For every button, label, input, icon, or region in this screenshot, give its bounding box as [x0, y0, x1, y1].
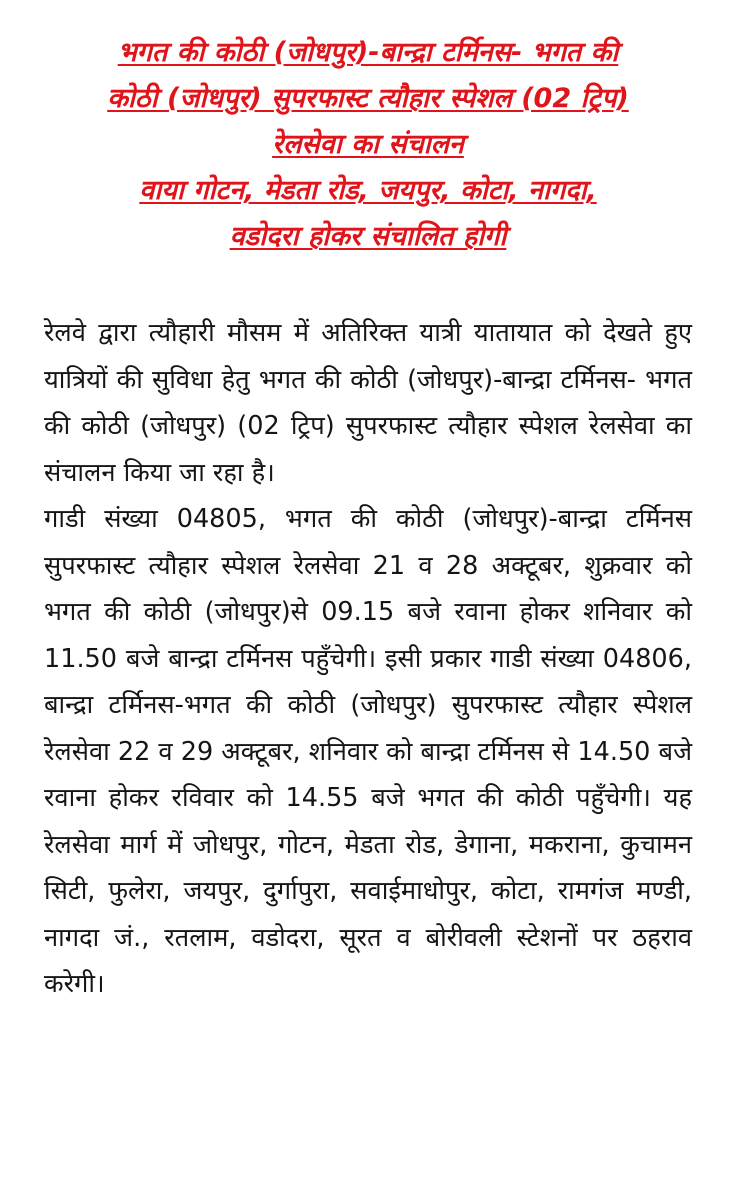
body-text [44, 310, 692, 1008]
paragraph-intro: रेलवे द्वारा त्यौहारी मौसम में अतिरिक्त यात्री यातायात को देखते हुए यात्रियों की सुविधा हेतु भगत की कोठी (जोधपुर)-बान्द्रा टर्मिनस- भगत की कोठी (जोधपुर) (02 ट्रिप) सुपरफास्ट त्यौहार स्पेशल रेलसेवा का संचालन किया जा रहा है। [44, 318, 692, 488]
headline [44, 30, 692, 260]
headline-line-5: वडोदरा होकर संचालित होगी [229, 221, 507, 252]
headline-line-1: भगत की कोठी (जोधपुर)-बान्द्रा टर्मिनस- भगत की [117, 37, 619, 68]
headline-line-4: वाया गोटन, मेडता रोड, जयपुर, कोटा, नागदा, [139, 175, 597, 206]
paragraph-schedule: गाडी संख्या 04805, भगत की कोठी (जोधपुर)-बान्द्रा टर्मिनस सुपरफास्ट त्यौहार स्पेशल रेलसेवा 21 व 28 अक्टूबर, शुक्रवार को भगत की कोठी (जोधपुर)से 09.15 बजे रवाना होकर शनिवार को 11.50 बजे बान्द्रा टर्मिनस पहुँचेगी। इसी प्रकार गाडी संख्या 04806, बान्द्रा टर्मिनस-भगत की कोठी (जोधपुर) सुपरफास्ट त्यौहार स्पेशल रेलसेवा 22 व 29 अक्टूबर, शनिवार को बान्द्रा टर्मिनस से 14.50 बजे रवाना होकर रविवार को 14.55 बजे भगत की कोठी पहुँचेगी। यह रेलसेवा मार्ग में जोधपुर, गोटन, मेडता रोड, डेगाना, मकराना, कुचामन सिटी, फुलेरा, जयपुर, दुर्गापुरा, सवाईमाधोपुर, कोटा, रामगंज मण्डी, नागदा जं., रतलाम, वडोदरा, सूरत व बोरीवली स्टेशनों पर ठहराव करेगी। [44, 504, 692, 999]
headline-line-3: रेलसेवा का संचालन [272, 129, 464, 160]
headline-line-2: कोठी (जोधपुर) सुपरफास्ट त्यौहार स्पेशल (02 ट्रिप) [107, 83, 629, 114]
